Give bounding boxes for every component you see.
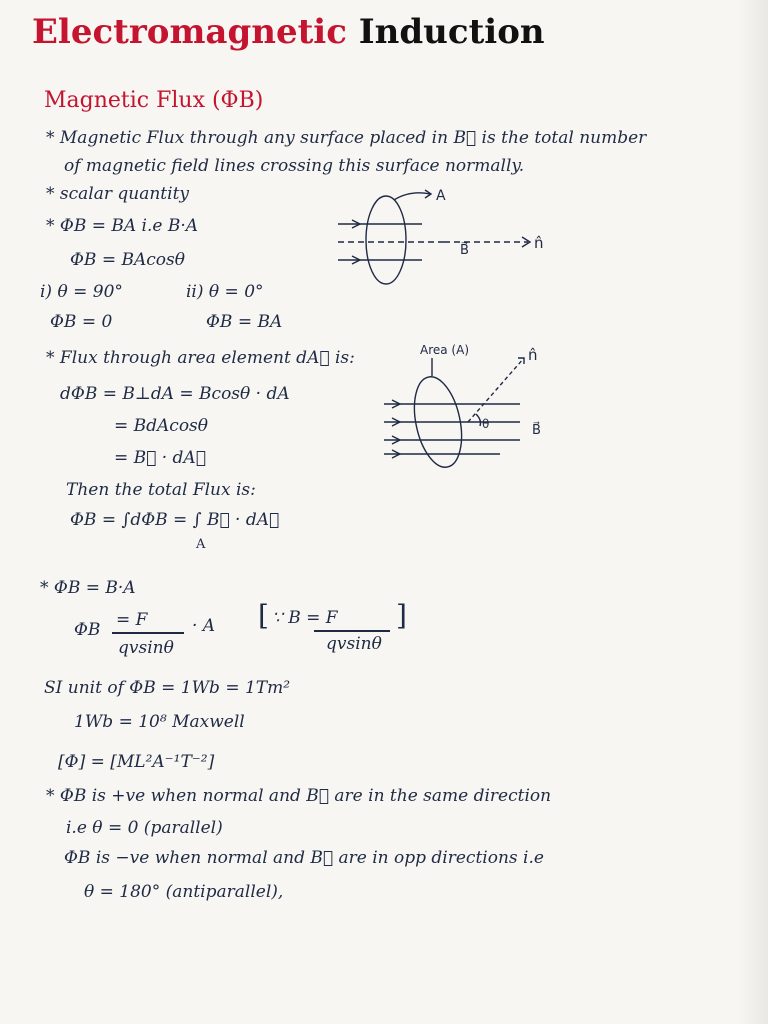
diagram2-angle-label: θ — [482, 417, 490, 431]
total-flux-heading: Then the total Flux is: — [66, 480, 256, 500]
case-1-result: ΦB = 0 — [50, 312, 113, 332]
fraction-denominator-qvsin: qvsinθ — [118, 638, 174, 658]
diagram1-area-label: A — [436, 188, 446, 204]
definition-line-1: * Magnetic Flux through any surface placed in B⃗ is the total number — [46, 128, 647, 148]
area-vector-arrow — [394, 193, 430, 200]
definition-line-2: of magnetic field lines crossing this surface normally. — [64, 156, 525, 176]
case-2-label: ii) θ = 0° — [186, 282, 264, 302]
fraction-numerator-f: = F — [116, 610, 148, 630]
flux-loop-diagram — [332, 180, 572, 290]
total-flux-integral: ΦB = ∫dΦB = ∫ B⃗ · dA⃗ — [70, 510, 280, 530]
flux-symbol-lhs: ΦB — [74, 620, 101, 640]
page-title — [32, 14, 545, 51]
section-heading-magnetic-flux: Magnetic Flux (ΦB) — [44, 88, 264, 113]
fraction-bar-1 — [112, 632, 184, 634]
differential-flux-step-2: = BdAcosθ — [114, 416, 209, 436]
flux-formula-ba: * ΦB = BA i.e B·A — [46, 216, 199, 236]
diagram1-field-label: B⃗ — [460, 243, 469, 258]
negative-flux-note: ΦB is −ve when normal and B⃗ are in opp directions i.e — [64, 848, 544, 868]
times-area: · A — [192, 616, 216, 636]
title-part-electromagnetic: Electromagnetic — [32, 12, 347, 52]
bracket-numerator: ∵ B = F — [272, 608, 338, 628]
flux-formula-cos: ΦB = BAcosθ — [70, 250, 185, 270]
bracket-denominator: qvsinθ — [326, 634, 382, 654]
positive-flux-note: * ΦB is +ve when normal and B⃗ are in the same direction — [46, 786, 552, 806]
differential-flux-step-3: = B⃗ · dA⃗ — [114, 448, 206, 468]
fraction-bar-2 — [314, 630, 390, 632]
maxwell-conversion: 1Wb = 10⁸ Maxwell — [74, 712, 245, 732]
case-1-label: i) θ = 90° — [40, 282, 123, 302]
differential-flux-formula: dΦB = B⊥dA = Bcosθ · dA — [60, 384, 290, 404]
page-shadow — [738, 0, 768, 1024]
antiparallel-condition: θ = 180° (antiparallel), — [84, 882, 284, 902]
loop-ellipse — [366, 196, 406, 284]
diagram1-normal-label: n̂ — [534, 234, 544, 252]
diagram2-normal-label: n̂ — [528, 346, 538, 364]
flux-ba-repeat: * ΦB = B·A — [40, 578, 136, 598]
bracket-close: ] — [396, 599, 407, 632]
integral-subscript: A — [196, 537, 206, 552]
flux-area-element-heading: * Flux through area element dA⃗ is: — [46, 348, 355, 368]
tilted-area-diagram — [380, 336, 580, 476]
case-2-result: ΦB = BA — [206, 312, 283, 332]
bracket-open: [ — [258, 599, 269, 632]
title-part-induction: Induction — [358, 12, 545, 52]
scalar-quantity-note: * scalar quantity — [46, 184, 190, 204]
dimensional-formula: [Φ] = [ML²A⁻¹T⁻²] — [58, 752, 215, 772]
si-unit-line: SI unit of ΦB = 1Wb = 1Tm² — [44, 678, 291, 698]
parallel-condition: i.e θ = 0 (parallel) — [66, 818, 223, 838]
diagram2-field-label: B⃗ — [532, 423, 541, 438]
diagram2-area-label: Area (A) — [420, 343, 470, 357]
